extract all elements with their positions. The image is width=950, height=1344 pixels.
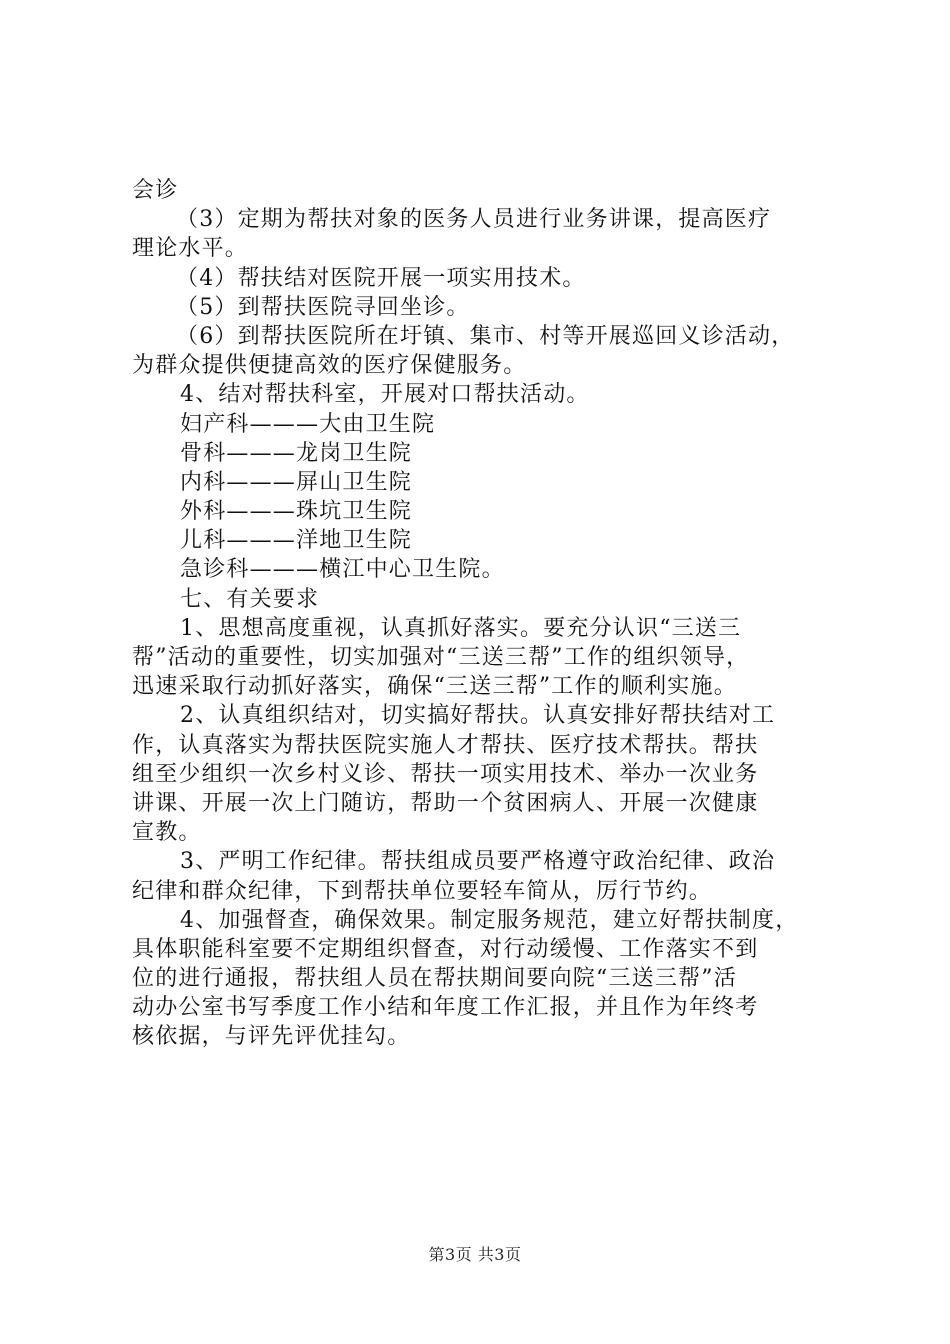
text-line: 2、认真组织结对，切实搞好帮扶。认真安排好帮扶结对工 <box>180 703 776 729</box>
text-line: 宣教。 <box>132 820 202 846</box>
list-item: 儿科———洋地卫生院 <box>180 528 413 554</box>
text-line: 为群众提供便捷高效的医疗保健服务。 <box>132 353 527 379</box>
text-line: 3、严明工作纪律。帮扶组成员要严格遵守政治纪律、政治 <box>180 849 776 875</box>
text-line: 动办公室书写季度工作小结和年度工作汇报，并且作为年终考 <box>132 995 759 1021</box>
page-number-footer: 第3页 共3页 <box>428 1245 522 1264</box>
text-line: （6）到帮扶医院所在圩镇、集市、村等开展巡回义诊活动， <box>176 323 795 349</box>
text-line: 会诊 <box>132 178 179 203</box>
text-line: 核依据，与评先评优挂勾。 <box>132 1024 411 1050</box>
section-heading: 4、结对帮扶科室，开展对口帮扶活动。 <box>180 382 590 408</box>
text-line: （5）到帮扶医院寻回坐诊。 <box>176 294 470 320</box>
text-line: （3）定期为帮扶对象的医务人员进行业务讲课，提高医疗 <box>176 207 772 233</box>
text-line: 理论水平。 <box>132 236 249 262</box>
text-line: 讲课、开展一次上门随访，帮助一个贫困病人、开展一次健康 <box>132 790 759 816</box>
text-line: （4）帮扶结对医院开展一项实用技术。 <box>176 265 586 291</box>
text-line: 帮”活动的重要性，切实加强对“三送三帮”工作的组织领导， <box>132 645 750 670</box>
text-line: 1、思想高度重视，认真抓好落实。要充分认识“三送三 <box>180 615 742 641</box>
document-body <box>132 176 832 1052</box>
text-line: 作，认真落实为帮扶医院实施人才帮扶、医疗技术帮扶。帮扶 <box>132 732 759 758</box>
list-item: 骨科———龙岗卫生院 <box>180 440 413 466</box>
text-line: 组至少组织一次乡村义诊、帮扶一项实用技术、举办一次业务 <box>132 761 759 787</box>
section-heading: 七、有关要求 <box>180 586 320 612</box>
text-line: 位的进行通报，帮扶组人员在帮扶期间要向院“三送三帮”活 <box>132 966 737 992</box>
text-line: 4、加强督查，确保效果。制定服务规范，建立好帮扶制度， <box>180 907 799 933</box>
list-item: 急诊科———横江中心卫生院。 <box>180 557 505 583</box>
text-line: 具体职能科室要不定期组织督查，对行动缓慢、工作落实不到 <box>132 936 759 962</box>
list-item: 内科———屏山卫生院 <box>180 469 413 495</box>
list-item: 外科———珠坑卫生院 <box>180 499 413 525</box>
text-line: 迅速采取行动抓好落实，确保“三送三帮”工作的顺利实施。 <box>132 674 737 700</box>
text-line: 纪律和群众纪律，下到帮扶单位要轻车简从，厉行节约。 <box>132 878 713 904</box>
list-item: 妇产科———大由卫生院 <box>180 411 436 437</box>
